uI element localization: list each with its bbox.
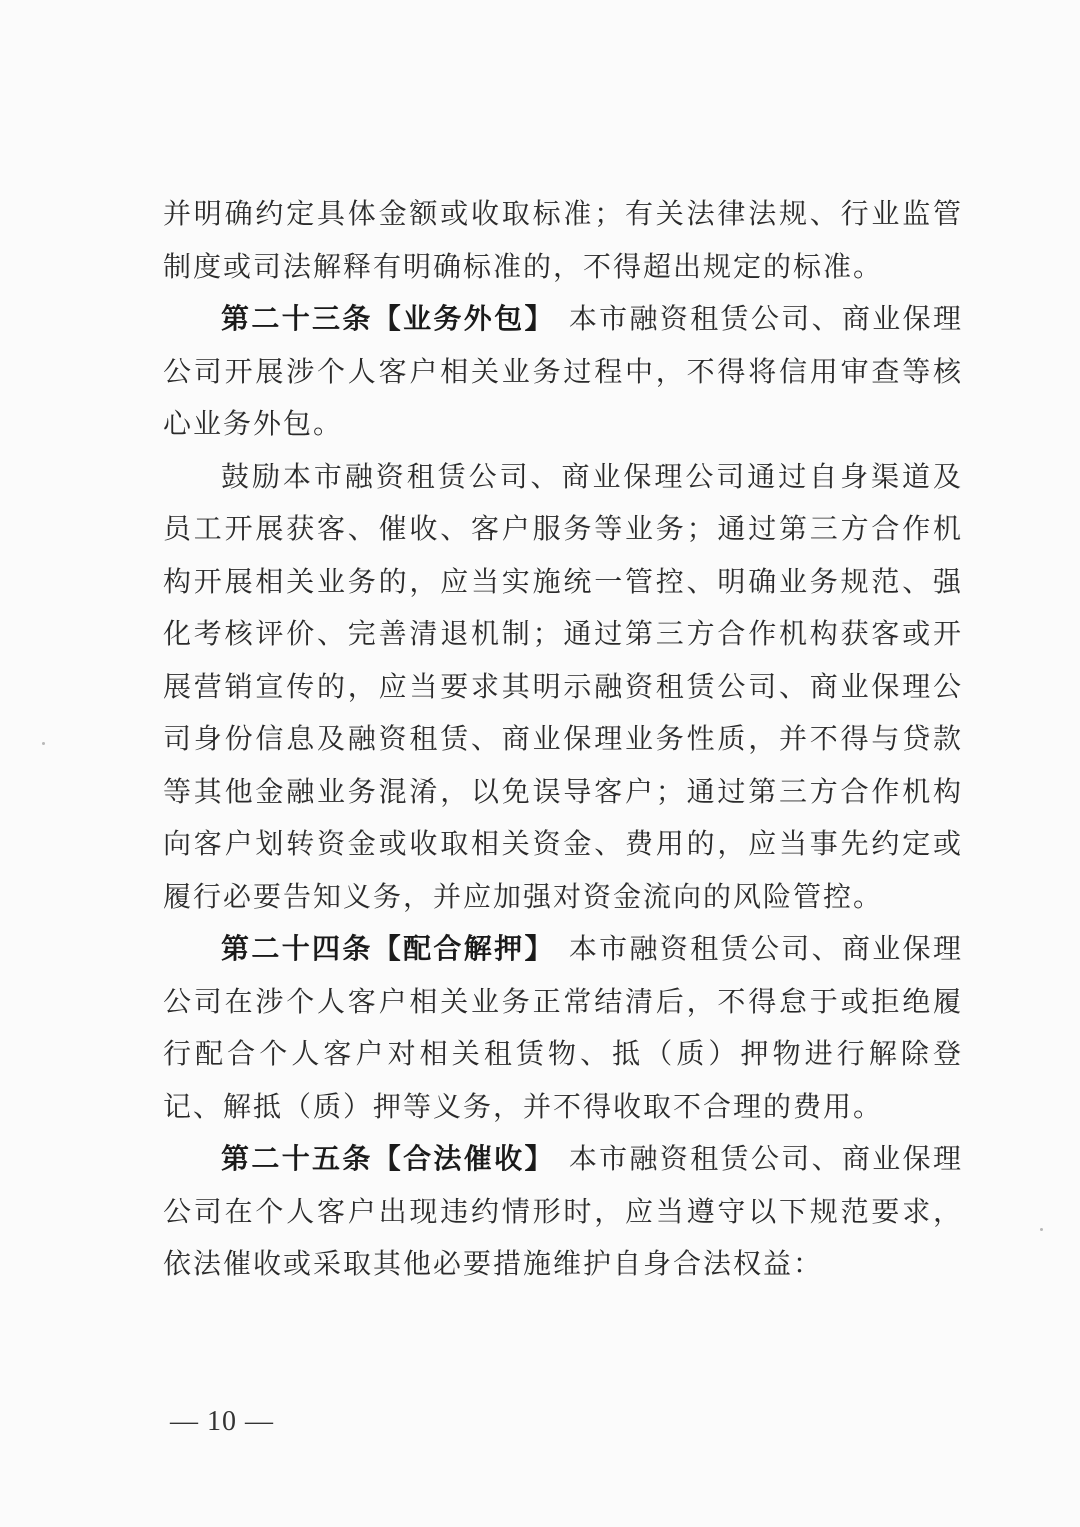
paragraph-continuation [163,188,963,293]
article-23-encouragement-paragraph [163,451,963,924]
scan-speck [42,742,45,745]
scan-speck [1040,1228,1043,1231]
article-24-paragraph [163,923,963,1133]
paragraph-text: 并明确约定具体金额或收取标准；有关法律法规、行业监管制度或司法解释有明确标准的，不得超出规定的标准。 [163,197,963,283]
article-25-text: 本市融资租赁公司、商业保理公司在个人客户出现违约情形时，应当遵守以下规范要求，依法催收或采取其他必要措施维护自身合法权益： [163,1142,963,1280]
article-25-heading: 第二十五条【合法催收】 [221,1142,555,1175]
body-text [163,188,963,1291]
article-24-heading: 第二十四条【配合解押】 [221,932,555,965]
paragraph-text: 鼓励本市融资租赁公司、商业保理公司通过自身渠道及员工开展获客、催收、客户服务等业务；通过第三方合作机构开展相关业务的，应当实施统一管控、明确业务规范、强化考核评价、完善清退机制；通过第三方合作机构获客或开展营销宣传的，应当要求其明示融资租赁公司、商业保理公司身份信息及融资租赁、商业保理业务性质，并不得与贷款等其他金融业务混淆，以免误导客户；通过第三方合作机构向客户划转资金或收取相关资金、费用的，应当事先约定或履行必要告知义务，并应加强对资金流向的风险管控。 [163,459,963,913]
article-23-paragraph [163,293,963,451]
page-number: — 10 — [170,1406,274,1437]
article-23-text: 本市融资租赁公司、商业保理公司开展涉个人客户相关业务过程中，不得将信用审查等核心业务外包。 [163,302,963,440]
article-24-text: 本市融资租赁公司、商业保理公司在涉个人客户相关业务正常结清后，不得怠于或拒绝履行配合个人客户对相关租赁物、抵（质）押物进行解除登记、解抵（质）押等义务，并不得收取不合理的费用。 [163,932,963,1123]
article-23-heading: 第二十三条【业务外包】 [221,302,555,335]
article-25-paragraph [163,1133,963,1291]
